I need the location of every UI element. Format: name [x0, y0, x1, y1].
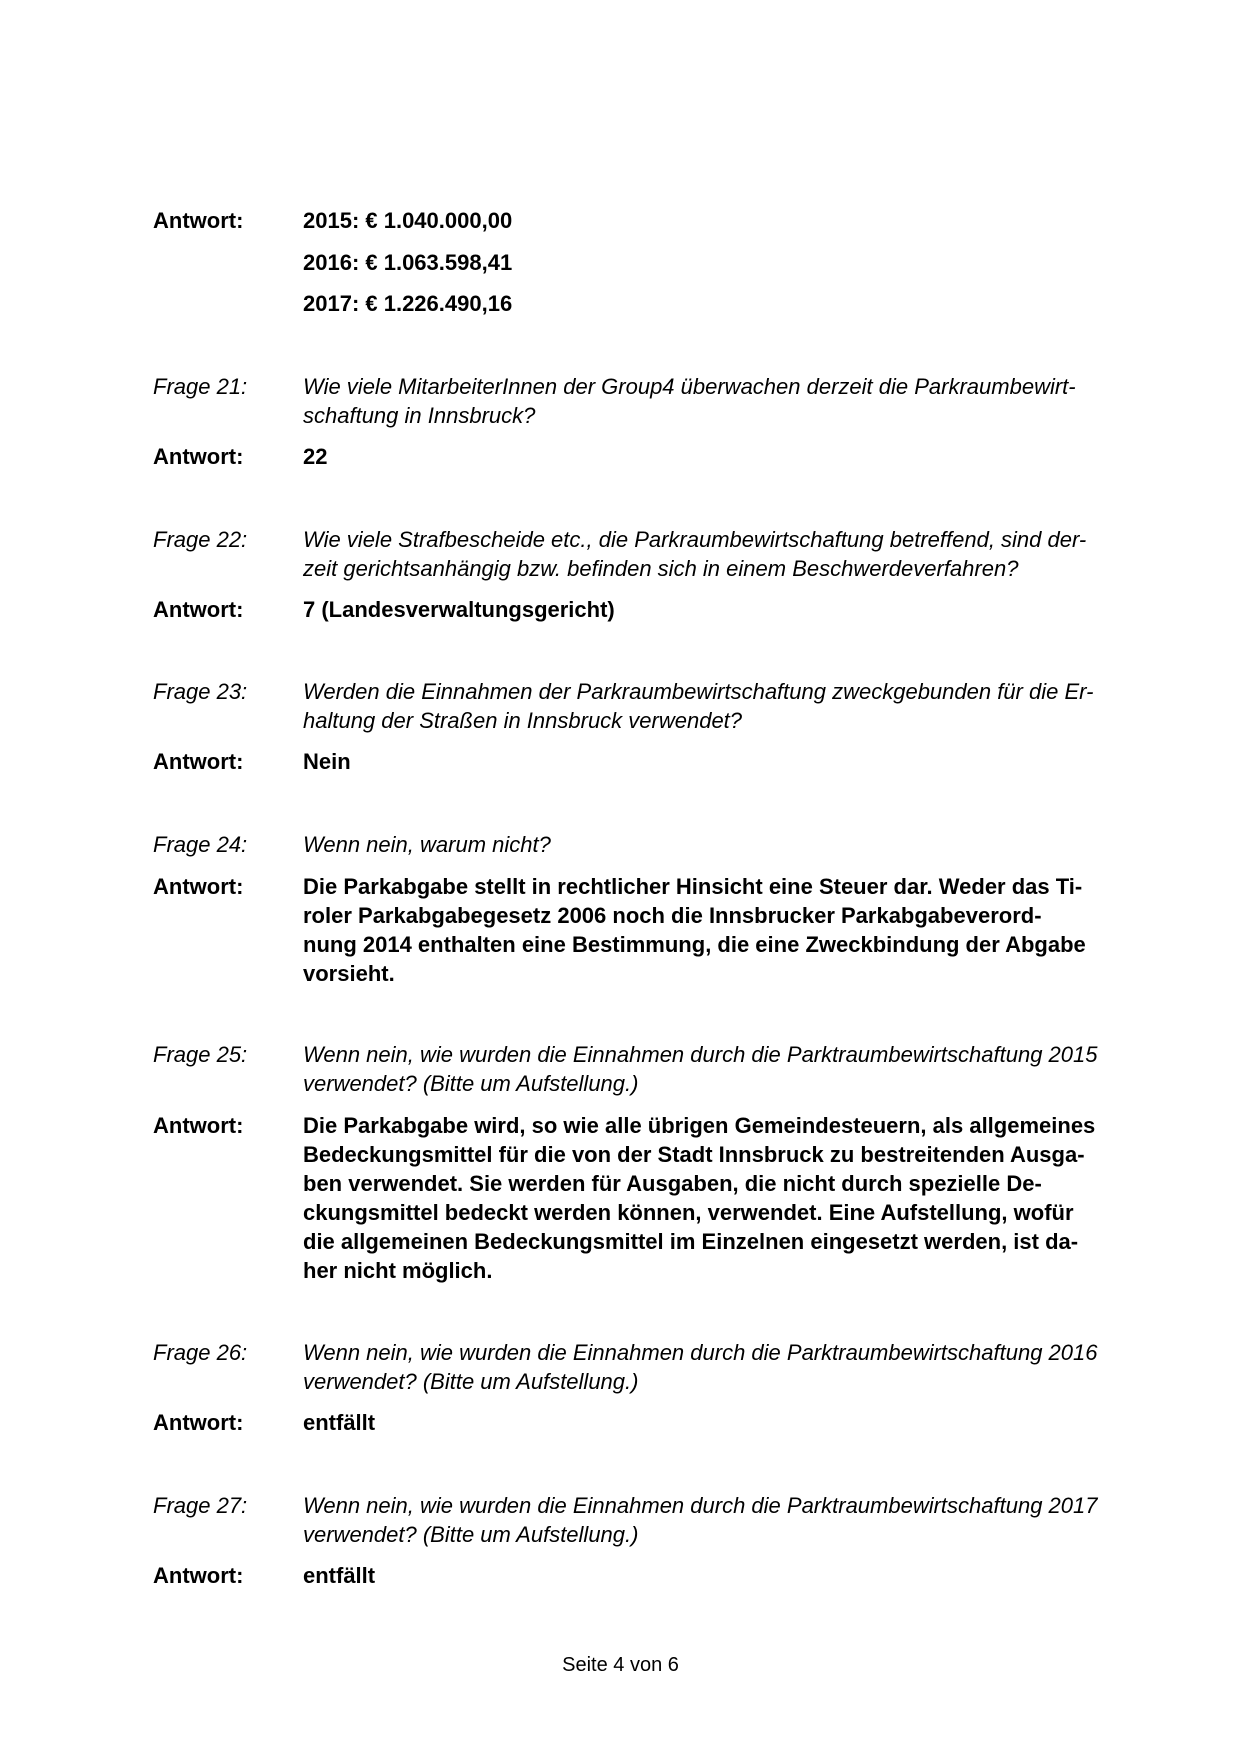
question-label: Frage 23: — [153, 679, 248, 704]
page-number: Seite 4 von 6 — [562, 1654, 679, 1676]
question-label: Frage 26: — [153, 1340, 248, 1365]
question-text: Wie viele Strafbescheide etc., die Parkraumbewirtschaftung betreffend, sind der- zeit gerichtsanhängig bzw. befinden sich in einem Beschwerdeverfahren? — [303, 527, 1087, 581]
answer-text: 22 — [303, 444, 328, 469]
answer-label: Antwort: — [153, 444, 244, 469]
question-text: Wenn nein, warum nicht? — [303, 832, 551, 857]
answer-label: Antwort: — [153, 749, 244, 774]
answer-label: Antwort: — [153, 208, 244, 233]
answer-label: Antwort: — [153, 597, 244, 622]
answer-amount-2015: 2015: € 1.040.000,00 — [303, 208, 513, 233]
question-text: Wenn nein, wie wurden die Einnahmen durch die Parktraumbewirtschaftung 2015 verwendet? (Bitte um Aufstellung.) — [303, 1042, 1098, 1096]
question-text: Wenn nein, wie wurden die Einnahmen durch die Parktraumbewirtschaftung 2016 verwendet? (Bitte um Aufstellung.) — [303, 1340, 1098, 1394]
answer-text: Nein — [303, 749, 351, 774]
answer-amount-2016: 2016: € 1.063.598,41 — [303, 250, 513, 275]
answer-text: entfällt — [303, 1563, 376, 1588]
answer-label: Antwort: — [153, 1410, 244, 1435]
question-label: Frage 24: — [153, 832, 248, 857]
answer-text: 7 (Landesverwaltungsgericht) — [303, 597, 615, 622]
answer-text: Die Parkabgabe wird, so wie alle übrigen Gemeindesteuern, als allgemeines Bedeckungsmittel für die von der Stadt Innsbruck zu bestreitenden Ausga- ben verwendet. Sie werden für Ausgaben, die nicht durch spezielle De- ckungsmittel bedeckt werden können, verwendet. Eine Aufstellung, wofür die allgemeinen Bedeckungsmittel im Einzelnen eingesetzt werden, ist da- her nicht möglich. — [303, 1113, 1096, 1283]
answer-label: Antwort: — [153, 1563, 244, 1588]
question-label: Frage 22: — [153, 527, 248, 552]
answer-text: entfällt — [303, 1410, 376, 1435]
question-text: Werden die Einnahmen der Parkraumbewirtschaftung zweckgebunden für die Er- haltung der Straßen in Innsbruck verwendet? — [303, 679, 1094, 733]
question-label: Frage 27: — [153, 1493, 248, 1518]
question-text: Wie viele MitarbeiterInnen der Group4 überwachen derzeit die Parkraumbewirt- schaftung in Innsbruck? — [303, 374, 1076, 428]
question-label: Frage 21: — [153, 374, 248, 399]
answer-label: Antwort: — [153, 874, 244, 899]
answer-label: Antwort: — [153, 1113, 244, 1138]
answer-text: Die Parkabgabe stellt in rechtlicher Hinsicht eine Steuer dar. Weder das Ti- roler Parkabgabegesetz 2006 noch die Innsbrucker Parkabgabeverord- nung 2014 enthalten eine Bestimmung, die eine Zweckbindung der Abgabe vorsieht. — [303, 874, 1086, 986]
answer-amount-2017: 2017: € 1.226.490,16 — [303, 291, 513, 316]
question-label: Frage 25: — [153, 1042, 248, 1067]
question-text: Wenn nein, wie wurden die Einnahmen durch die Parktraumbewirtschaftung 2017 verwendet? (Bitte um Aufstellung.) — [303, 1493, 1098, 1547]
